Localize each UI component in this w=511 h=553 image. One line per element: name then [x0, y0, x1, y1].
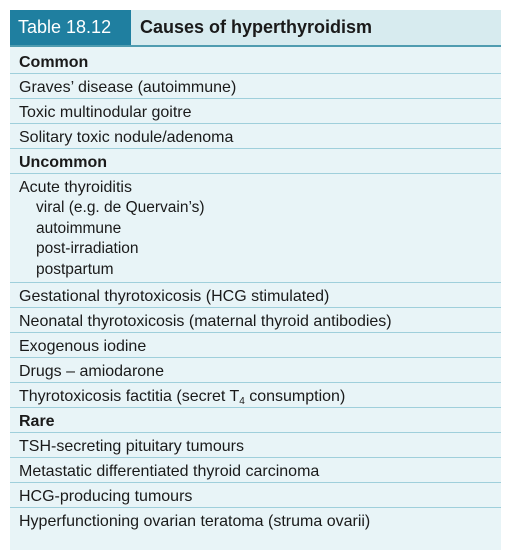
table-subrow: postpartum	[36, 261, 114, 278]
row-divider	[10, 482, 501, 483]
row-text-before: Thyrotoxicosis factitia (secret T	[19, 388, 240, 405]
table-row: TSH-secreting pituitary tumours	[19, 438, 244, 455]
table-subrow: viral (e.g. de Quervain’s)	[36, 199, 205, 216]
table-row: HCG-producing tumours	[19, 488, 193, 505]
table-row	[19, 388, 345, 407]
section-heading-rare: Rare	[19, 413, 55, 430]
row-divider	[10, 332, 501, 333]
row-divider	[10, 407, 501, 408]
table-row: Neonatal thyrotoxicosis (maternal thyroid antibodies)	[19, 313, 392, 330]
subscript-number: 4	[239, 396, 245, 407]
row-divider	[10, 432, 501, 433]
table-number: Table 18.12	[10, 10, 131, 45]
table-row: Acute thyroiditis	[19, 179, 132, 196]
row-divider	[10, 98, 501, 99]
section-heading-uncommon: Uncommon	[19, 154, 107, 171]
row-divider	[10, 307, 501, 308]
row-text-after: consumption)	[244, 388, 346, 405]
table-title: Causes of hyperthyroidism	[140, 17, 373, 37]
table-row: Exogenous iodine	[19, 338, 147, 355]
row-divider	[10, 457, 501, 458]
table-row: Graves’ disease (autoimmune)	[19, 79, 237, 96]
row-divider	[10, 357, 501, 358]
section-heading-common: Common	[19, 54, 89, 71]
table-row: Toxic multinodular goitre	[19, 104, 192, 121]
table-row: Gestational thyrotoxicosis (HCG stimulated)	[19, 288, 330, 305]
row-divider	[10, 148, 501, 149]
row-divider	[10, 123, 501, 124]
table-row: Hyperfunctioning ovarian teratoma (struma ovarii)	[19, 513, 371, 530]
row-divider	[10, 282, 501, 283]
table-header	[10, 10, 501, 47]
table-subrow: autoimmune	[36, 220, 122, 237]
row-divider	[10, 507, 501, 508]
row-divider	[10, 173, 501, 174]
table-row: Solitary toxic nodule/adenoma	[19, 129, 234, 146]
causes-table	[10, 10, 501, 550]
table-row: Metastatic differentiated thyroid carcinoma	[19, 463, 320, 480]
table-row: Drugs – amiodarone	[19, 363, 164, 380]
row-divider	[10, 382, 501, 383]
row-divider	[10, 73, 501, 74]
table-subrow: post-irradiation	[36, 240, 139, 257]
